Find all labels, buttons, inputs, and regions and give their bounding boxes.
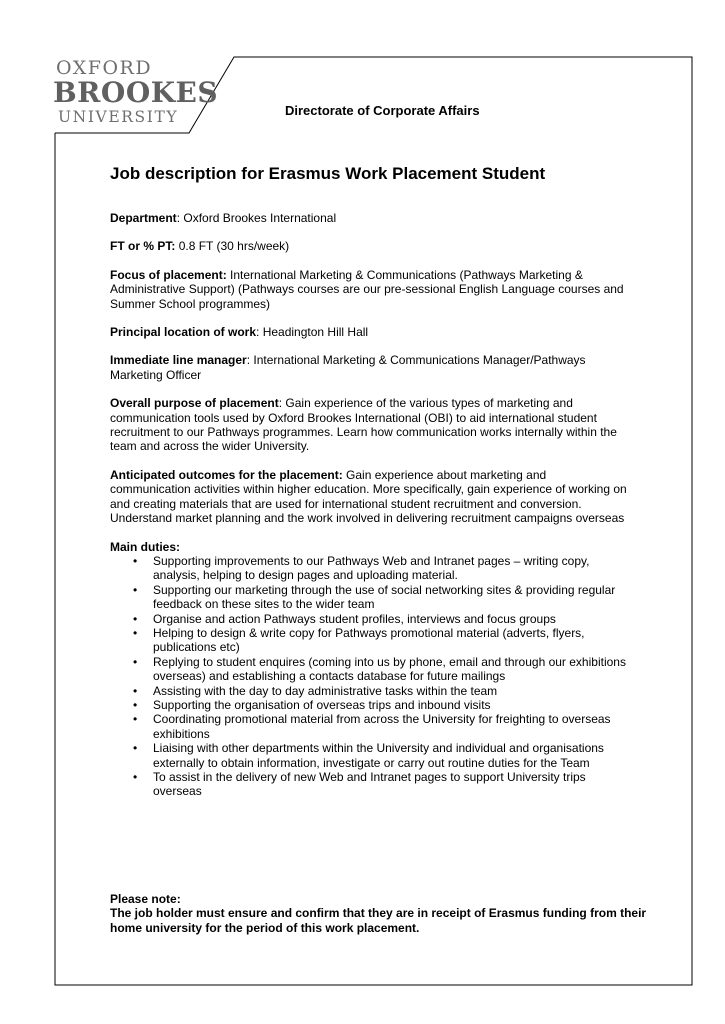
field-value: Headington Hill Hall: [262, 325, 369, 340]
list-item: • Coordinating promotional material from across the University for freighting to overseas exhibitions: [110, 712, 630, 741]
list-item: • Liaising with other departments within the University and individual and organisations externally to obtain information, investigate or carry out routine duties for the Team: [110, 741, 630, 770]
field-label: Department: [110, 211, 177, 225]
field-value: International Marketing & Communications (Pathways Marketing & Administrative Support) (Pathways courses are our pre-sessional English Language courses and Summer School programmes): [110, 267, 624, 311]
field-outcomes: [110, 468, 630, 526]
list-item: • Replying to student enquires (coming into us by phone, email and through our exhibitions overseas) and establishing a contacts database for future mailings: [110, 655, 630, 684]
field-value: Oxford Brookes International: [183, 211, 337, 225]
list-item: • Supporting our marketing through the use of social networking sites & providing regular feedback on these sites to the wider team: [110, 583, 630, 612]
main-duties-heading: Main duties:: [110, 539, 181, 554]
field-manager: Immediate line manager: International Marketing & Communications Manager/Pathways Marketing Officer: [110, 353, 586, 382]
note-text: The job holder must ensure and confirm that they are in receipt of Erasmus funding from their home university for the period of this work placement.: [110, 906, 647, 935]
field-value: Gain experience about marketing and communication activities within higher education. More specifically, gain experience of working on and creating materials that are used for international student recruitment and conversion. Understand market planning and the work involved in delivering recruitment campaigns overseas: [110, 467, 627, 526]
field-value: International Marketing & Communications Manager/Pathways Marketing Officer: [110, 353, 586, 382]
field-label: FT or % PT:: [110, 239, 176, 254]
directorate-heading: Directorate of Corporate Affairs: [285, 103, 480, 118]
logo-line-brookes: BROOKES: [53, 76, 219, 109]
field-ft-pt: [110, 239, 630, 253]
list-item: • Supporting improvements to our Pathways Web and Intranet pages – writing copy, analysis, helping to design pages and uploading material.: [110, 554, 630, 583]
list-item: • Organise and action Pathways student profiles, interviews and focus groups: [110, 612, 630, 626]
field-location: Principal location of work: Headington Hill Hall: [110, 325, 369, 340]
job-description-body: [110, 211, 630, 799]
list-item: • To assist in the delivery of new Web and Intranet pages to support University trips overseas: [110, 770, 630, 799]
field-label: Principal location of work: [110, 325, 257, 340]
note-heading: Please note:: [110, 892, 181, 906]
main-duties-list: [110, 554, 630, 799]
field-focus: [110, 268, 630, 311]
logo-line-oxford: OXFORD: [56, 57, 153, 79]
list-item: • Helping to design & write copy for Pathways promotional material (adverts, flyers, publications etc): [110, 626, 630, 655]
page-title: Job description for Erasmus Work Placement Student: [110, 164, 546, 183]
field-value: Gain experience of the various types of marketing and communication tools used by Oxford Brookes International (OBI) to aid international student recruitment to our Pathways programmes. Learn how communication works internally within the team and across the wider University.: [110, 396, 617, 454]
field-department: Department: Oxford Brookes International: [110, 211, 337, 225]
field-label: Overall purpose of placement: [110, 396, 279, 411]
field-label: Anticipated outcomes for the placement:: [110, 467, 343, 482]
logo-line-university: UNIVERSITY: [58, 108, 179, 126]
field-value: 0.8 FT (30 hrs/week): [178, 239, 290, 254]
field-label: Focus of placement:: [110, 267, 227, 282]
field-label: Immediate line manager: [110, 353, 247, 368]
please-note-section: [110, 892, 650, 935]
list-item: • Assisting with the day to day administrative tasks within the team: [110, 684, 630, 698]
list-item: • Supporting the organisation of overseas trips and inbound visits: [110, 698, 630, 712]
oxford-brookes-logo: [52, 57, 219, 126]
field-purpose: Overall purpose of placement: Gain experience of the various types of marketing and communication tools used by Oxford Brookes International (OBI) to aid international student recruitment to our Pathways programmes. Learn how communication works internally within the team and across the wider University.: [110, 396, 617, 454]
